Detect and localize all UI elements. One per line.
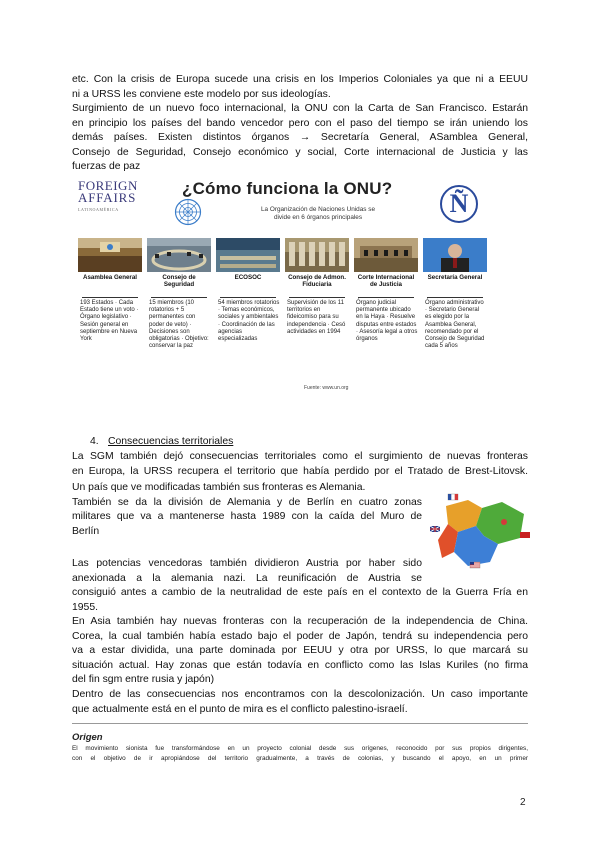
paragraph-germany [72,481,422,539]
paragraph-asia [72,615,528,688]
text-line: fuerzas de paz [72,161,141,173]
divider [358,297,414,298]
paragraph-onu [72,102,528,175]
text-line: del fin sgm entre rusia y japón) [72,674,215,686]
origen-heading: Origen [72,732,103,743]
text-line: La SGM también dejó consecuencias territoriales como el surgimiento de nuevas fronteras [72,451,528,462]
paragraph-decolonization [72,688,528,717]
photo-consejo-seguridad [147,238,211,272]
text-line: demás países. Existen distintos órganos → Secretaría General, ASamblea General, [72,132,528,144]
text-line: con el objetivo de ir apropiándose del territorio gradualmente, a través de colonias, y buscando el apoyo, en un primer [72,754,528,762]
text-line: militares que va a mantenerse hasta 1989 con la caída del Muro de [72,511,422,523]
organ-name: Consejo de Seguridad [162,274,196,289]
divider [151,297,207,298]
paragraph-colonial-crisis [72,73,528,102]
organ-description: 54 miembros rotatorios · Temas económicos, sociales y ambientales · Coordinación de las agencias especializadas [218,300,280,343]
organ-description: Órgano judicial permanente ubicado en la Haya · Resuelve disputas entre estados · Asesoría legal a otros órganos [356,300,418,343]
divider [289,297,345,298]
text-line: en Europa, la URSS recupera el territorio que había perdido por el Tratado de Brest-Litovsk. [72,465,528,477]
infographic-source: Fuente: www.un.org [304,385,349,391]
organ-name: ECOSOC [234,274,262,281]
text-line: Corea, la cual también había estado bajo el poder de Japón, tendrá su independencia pero [72,630,528,642]
text-line: consiguió antes a cambio de la neutralidad de este país en el contexto de la Guerra Fría en [72,587,528,599]
text-line: En Asia también hay nuevas fronteras con la recuperación de la independencia de China. [72,616,528,627]
page-number: 2 [520,797,526,808]
divider [427,297,483,298]
photo-corte-justicia [354,238,418,272]
text-line: que actualmente está en el punto de mira es el conflicto palestino-israelí. [72,703,408,715]
organ-description: 15 miembros (10 rotatorios + 5 permanentes con poder de veto) · Decisiones son obligatorias · Objetivo: conservar la paz [149,300,209,350]
text-line: va a estar dividida, una parte dominada por EEUU y otra por URSS, lo que marcará su [72,645,528,657]
berlin-marker [501,519,507,525]
text-line: situación actual. Hay zonas que están todavía en conflicto como las Islas Kuriles (no firma [72,659,528,671]
text-line: Surgimiento de un nuevo foco internacional, la ONU con la Carta de San Francisco. Estarán [72,103,528,114]
section-title: Consecuencias territoriales [108,436,234,447]
text-line: Consejo de Seguridad, Consejo económico y social, Corte internacional de Justicia y las [72,146,528,158]
n-logo: Ñ [440,185,478,223]
organ-description: Supervisión de los 11 territorios en fideicomiso para su independencia · Cesó actividades en 1994 [287,300,346,335]
divider [72,723,528,724]
organ-name: Corte Internacional de Justicia [357,274,415,289]
text-line: anexionada a la alemania nazi. La reunificación de Austria se [72,572,422,584]
foreign-affairs-logo: FOREIGN AFFAIRS LATINOAMÉRICA [78,178,138,212]
section-heading [90,436,233,447]
organ-name: Consejo de Admon. Fiduciaria [288,274,346,289]
section-number: 4. [90,436,99,447]
text-line: Berlín [72,525,100,537]
text-line: También se da la división de Alemania y de Berlín en cuatro zonas [72,496,422,508]
onu-infographic [78,180,520,390]
photo-consejo-fiduciaria [285,238,349,272]
photo-asamblea [78,238,142,272]
un-emblem-icon [174,198,202,226]
photo-secretaria-general [423,238,487,272]
text-line: etc. Con la crisis de Europa sucede una crisis en los Imperios Coloniales ya que ni a EEUU [72,74,528,85]
text-line: en principio los países del bando vencedor pero con el paso del tiempo se irán uniendo los [72,117,528,129]
organ-name: Asamblea General [83,274,137,281]
text-line: Las potencias vencedoras también dividieron Austria por haber sido [72,558,422,569]
text-line: El movimiento sionista fue transformándose en un proyecto colonial desde sus orígenes, reconocido por sus propios dirigentes, [72,745,528,752]
infographic-subtitle: La Organización de Naciones Unidas se [260,206,376,213]
paragraph-austria [72,557,528,615]
organ-description: 193 Estados · Cada Estado tiene un voto · Órgano legislativo · Sesión general en septiembre en Nueva York [80,300,139,343]
text-line: Un país que ve modificadas también sus fronteras es Alemania. [72,482,366,493]
text-line: 1955. [72,601,99,613]
soviet-flag-icon [520,532,530,538]
organ-name: Secretaría General [427,274,483,281]
text-line: Dentro de las consecuencias nos encontramos con la descolonización. Un caso importante [72,689,528,700]
paragraph-territorial [72,450,528,479]
infographic-title: ¿Cómo funciona la ONU? [182,179,393,198]
divider [82,297,138,298]
photo-ecosoc [216,238,280,272]
origen-text [72,744,528,763]
divider [220,297,276,298]
infographic-subtitle: divide en 6 órganos principales [273,214,363,221]
text-line: ni a URSS les conviene este modelo por sus ideologías. [72,88,331,100]
organ-description: Órgano administrativo · Secretario General es elegido por la Asamblea General, recomendado por el Consejo de Seguridad cada 5 años [425,300,485,350]
